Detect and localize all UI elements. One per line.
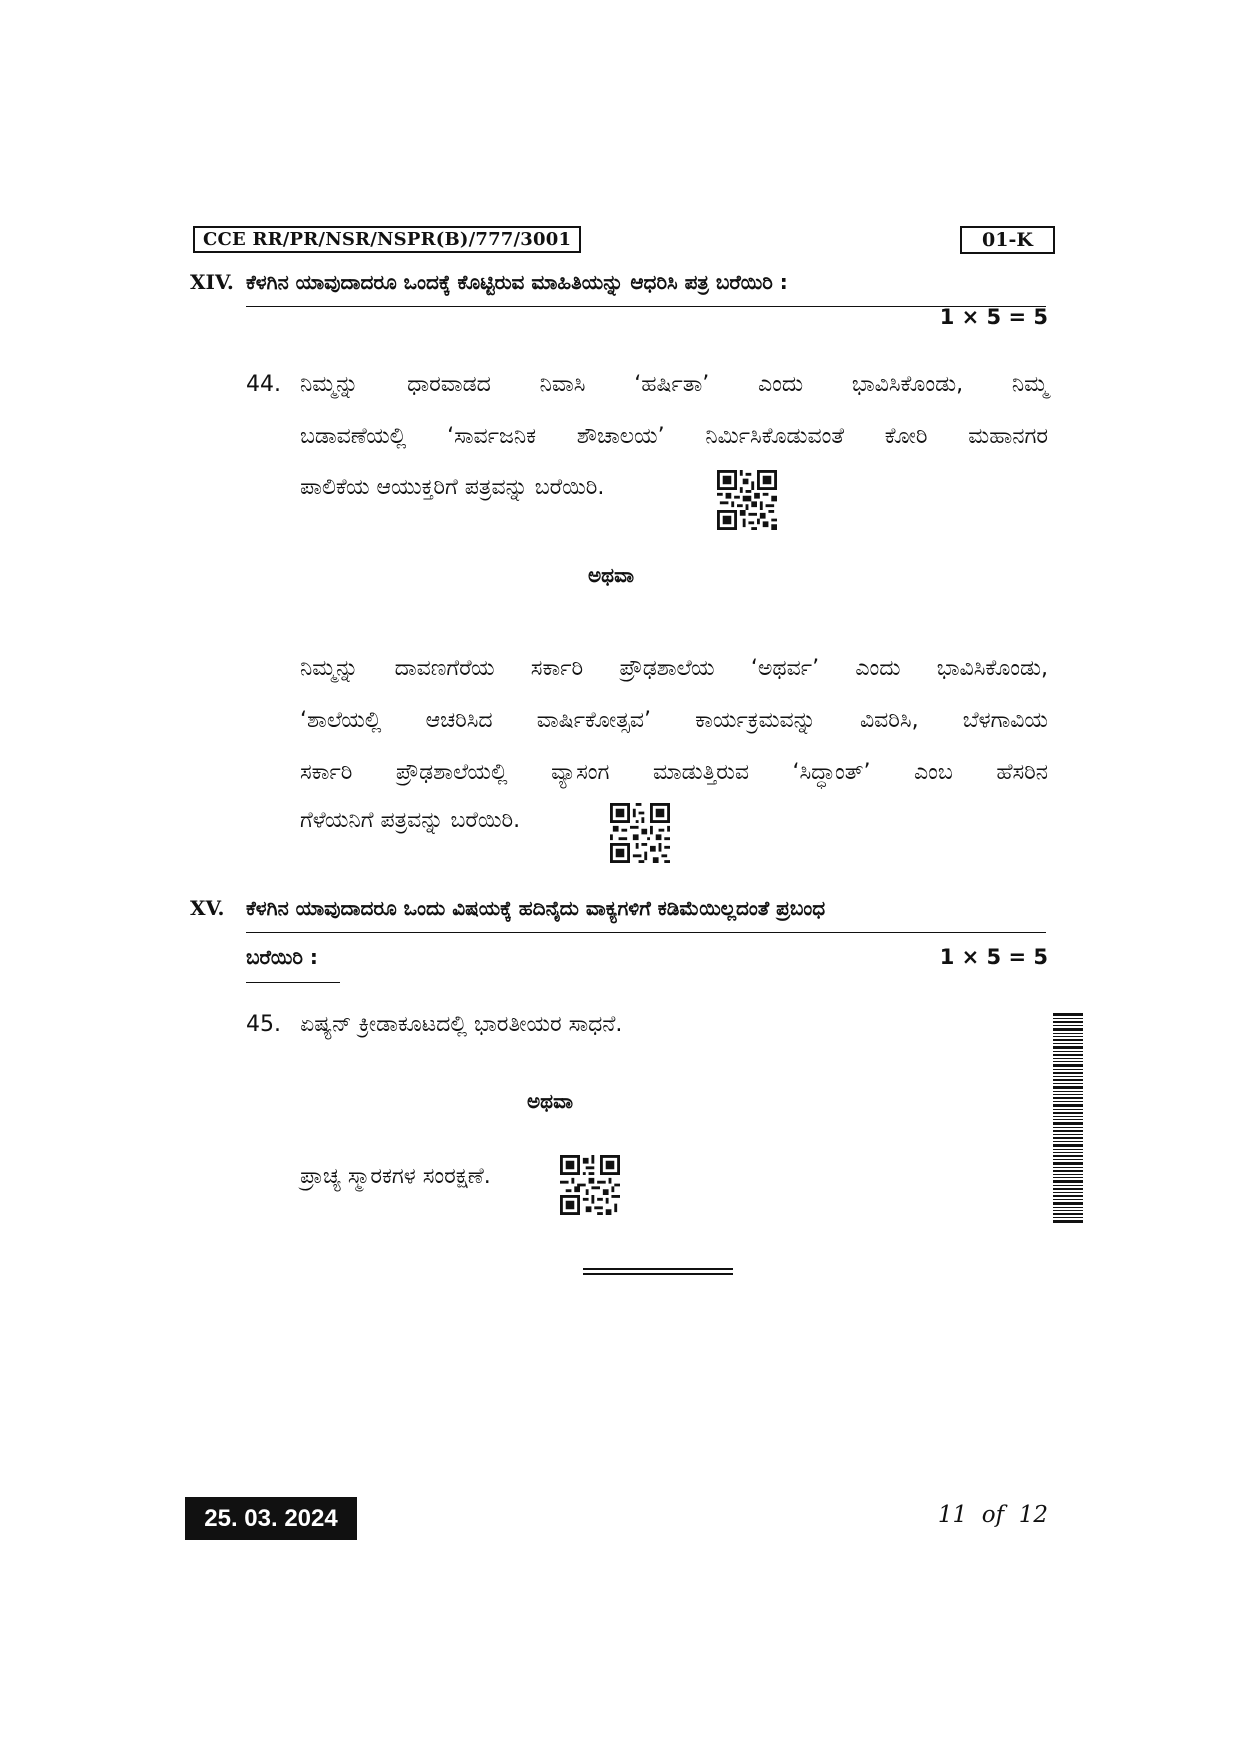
alternative-line-4: ಗೆಳೆಯನಿಗೆ ಪತ್ರವನ್ನು ಬರೆಯಿರಿ. (300, 808, 521, 833)
section-15-instruction-line-2: ಬರೆಯಿರಿ : (246, 945, 318, 969)
question-45-text: ಏಷ್ಯನ್ ಕ್ರೀಡಾಕೂಟದಲ್ಲಿ ಭಾರತೀಯರ ಸಾಧನೆ. (300, 1012, 623, 1037)
alternative-line-2: ‘ಶಾಲೆಯಲ್ಲಿ ಆಚರಿಸಿದ ವಾರ್ಷಿಕೋತ್ಸವ’ ಕಾರ್ಯಕ್ರಮವನ್ನು ವಿವರಿಸಿ, ಬೆಳಗಾವಿಯ (300, 708, 1048, 733)
exam-date: 25. 03. 2024 (185, 1497, 357, 1540)
question-44-line-3: ಪಾಲಿಕೆಯ ಆಯುಕ್ತರಿಗೆ ಪತ್ರವನ್ನು ಬರೆಯಿರಿ. (300, 475, 605, 500)
alternative-line-1: ನಿಮ್ಮನ್ನು ದಾವಣಗೆರೆಯ ಸರ್ಕಾರಿ ಪ್ರೌಢಶಾಲೆಯ ‘ಅಥರ್ವ’ ಎಂದು ಭಾವಿಸಿಕೊಂಡು, (300, 656, 1048, 681)
qr-code-icon (560, 1155, 620, 1215)
question-paper-code: CCE RR/PR/NSR/NSPR(B)/777/3001 (193, 226, 581, 253)
section-14-number: XIV. (190, 270, 234, 294)
qr-code-icon (717, 470, 777, 530)
page-number: 11 of 12 (937, 1502, 1048, 1528)
question-45-alternative-text: ಪ್ರಾಚ್ಯ ಸ್ಮಾರಕಗಳ ಸಂರಕ್ಷಣೆ. (300, 1164, 491, 1189)
section-14-instruction: ಕೆಳಗಿನ ಯಾವುದಾದರೂ ಒಂದಕ್ಕೆ ಕೊಟ್ಟಿರುವ ಮಾಹಿತಿಯನ್ನು ಆಧರಿಸಿ ಪತ್ರ ಬರೆಯಿರಿ : (246, 270, 788, 294)
or-label-2: ಅಥವಾ (527, 1089, 573, 1113)
question-44-alternative-text (300, 643, 1048, 799)
question-44-number: 44. (246, 372, 281, 397)
section-15-underline-2 (246, 982, 340, 983)
question-44-line-2: ಬಡಾವಣೆಯಲ್ಲಿ ‘ಸಾರ್ವಜನಿಕ ಶೌಚಾಲಯ’ ನಿರ್ಮಿಸಿಕೊಡುವಂತೆ ಕೋರಿ ಮಹಾನಗರ (300, 424, 1048, 449)
question-44-line-1: ನಿಮ್ಮನ್ನು ಧಾರವಾಡದ ನಿವಾಸಿ ‘ಹರ್ಷಿತಾ’ ಎಂದು ಭಾವಿಸಿಕೊಂಡು, ನಿಮ್ಮ (300, 372, 1048, 397)
section-15-number: XV. (190, 896, 225, 920)
qr-code-icon (610, 803, 670, 863)
paper-code: 01-K (960, 226, 1055, 254)
alternative-line-3: ಸರ್ಕಾರಿ ಪ್ರೌಢಶಾಲೆಯಲ್ಲಿ ವ್ಯಾಸಂಗ ಮಾಡುತ್ತಿರುವ ‘ಸಿದ್ಧಾಂತ್’ ಎಂಬ ಹೆಸರಿನ (300, 760, 1048, 785)
barcode-icon (1053, 1013, 1083, 1223)
section-15-instruction-line-1: ಕೆಳಗಿನ ಯಾವುದಾದರೂ ಒಂದು ವಿಷಯಕ್ಕೆ ಹದಿನೈದು ವಾಕ್ಯಗಳಿಗೆ ಕಡಿಮೆಯಿಲ್ಲದಂತೆ ಪ್ರಬಂಧ (246, 896, 826, 920)
section-15-underline (246, 932, 1046, 933)
section-15-marks: 1 × 5 = 5 (939, 945, 1048, 969)
end-of-section-rule (583, 1268, 733, 1275)
question-44-text (300, 359, 1048, 463)
question-45-number: 45. (246, 1012, 281, 1037)
or-label-1: ಅಥವಾ (588, 563, 634, 587)
section-14-marks: 1 × 5 = 5 (939, 305, 1048, 329)
